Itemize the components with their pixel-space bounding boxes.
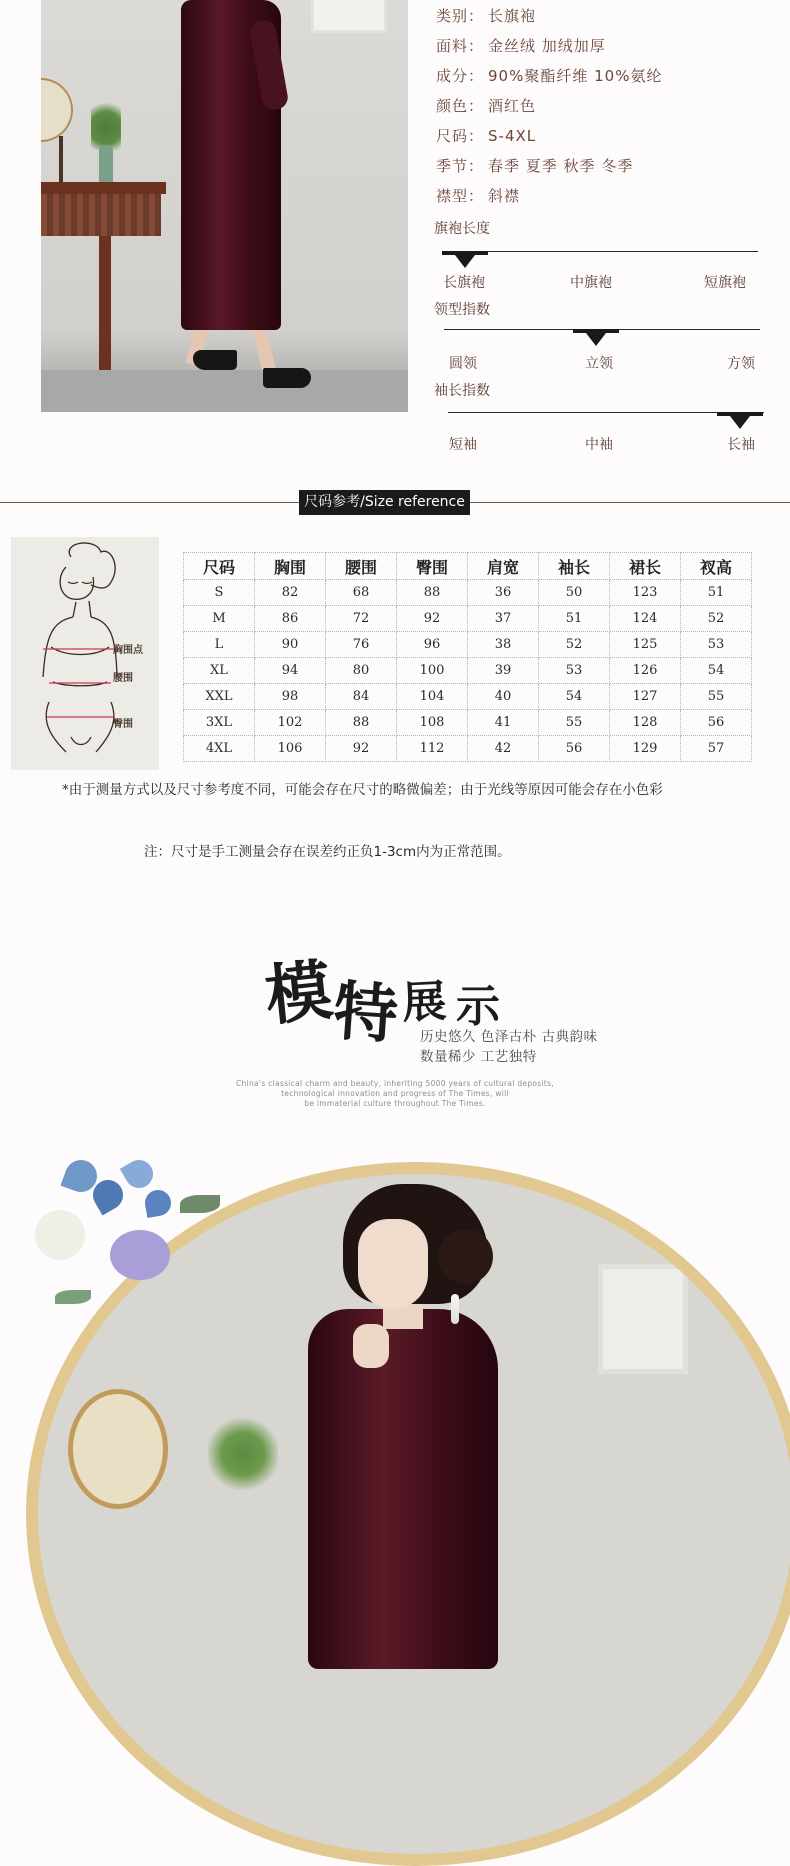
table-cell: 88 xyxy=(397,580,468,606)
title-char-3: 展 xyxy=(400,975,448,1030)
table-cell: 50 xyxy=(539,580,610,606)
table-row xyxy=(184,684,752,710)
spec-season xyxy=(436,155,633,179)
table-cell: 56 xyxy=(539,736,610,762)
spec-label: 襟型： xyxy=(436,187,485,205)
vase xyxy=(99,145,113,187)
table-cell: 125 xyxy=(610,632,681,658)
spec-label: 颜色： xyxy=(436,97,485,115)
table-cell: 52 xyxy=(539,632,610,658)
fan-ornament xyxy=(41,78,73,142)
table-leg xyxy=(99,236,111,388)
flower-petal xyxy=(143,1188,173,1218)
measurement-note: 注：尺寸是手工测量会存在误差约正负1-3cm内为正常范围。 xyxy=(144,844,511,860)
option-square-collar: 方领 xyxy=(727,356,755,372)
table-header-cell: 袖长 xyxy=(539,553,610,580)
table-cell: 104 xyxy=(397,684,468,710)
table-cell: 127 xyxy=(610,684,681,710)
spec-value: 金丝绒 加绒加厚 xyxy=(488,37,606,55)
spec-value: 酒红色 xyxy=(488,97,537,115)
spec-value: 90%聚酯纤维 10%氨纶 xyxy=(488,67,663,85)
table-top xyxy=(41,182,166,194)
floor xyxy=(41,370,408,412)
model-face xyxy=(358,1219,428,1309)
table-cell: 52 xyxy=(681,606,752,632)
label-hip: 臀围 xyxy=(113,719,133,730)
tagline-line-1: 历史悠久 色泽古朴 古典韵味 xyxy=(420,1029,598,1045)
table-header-cell: 尺码 xyxy=(184,553,255,580)
table-cell: 72 xyxy=(326,606,397,632)
wall-frame xyxy=(598,1264,688,1374)
flower-cluster xyxy=(35,1210,85,1260)
table-header-cell: 肩宽 xyxy=(468,553,539,580)
table-cell: 108 xyxy=(397,710,468,736)
table-cell: 124 xyxy=(610,606,681,632)
spec-label: 类别： xyxy=(436,7,485,25)
table-cell: 54 xyxy=(539,684,610,710)
table-cell: 123 xyxy=(610,580,681,606)
table-cell: 51 xyxy=(681,580,752,606)
table-row xyxy=(184,710,752,736)
spec-label: 季节： xyxy=(436,157,485,175)
table-cell: M xyxy=(184,606,255,632)
table-cell: 54 xyxy=(681,658,752,684)
table-cell: 3XL xyxy=(184,710,255,736)
table-cell: XXL xyxy=(184,684,255,710)
table-cell: 84 xyxy=(326,684,397,710)
size-table xyxy=(183,552,752,762)
title-char-2: 特 xyxy=(331,973,401,1054)
table-cell: 37 xyxy=(468,606,539,632)
spec-label: 尺码： xyxy=(436,127,485,145)
table-header-cell: 腰围 xyxy=(326,553,397,580)
table-header-cell: 衩高 xyxy=(681,553,752,580)
table-cell: 36 xyxy=(468,580,539,606)
spec-label: 面料： xyxy=(436,37,485,55)
table-cell: 57 xyxy=(681,736,752,762)
table-cell: 41 xyxy=(468,710,539,736)
table-cell: 55 xyxy=(681,684,752,710)
table-cell: 82 xyxy=(255,580,326,606)
table-cell: 129 xyxy=(610,736,681,762)
table-cell: 53 xyxy=(539,658,610,684)
english-line-2: technological innovation and progress of The Times, will xyxy=(281,1089,509,1098)
spec-composition xyxy=(436,65,662,89)
table-cell: 4XL xyxy=(184,736,255,762)
table-cell: 92 xyxy=(326,736,397,762)
table-cell: 42 xyxy=(468,736,539,762)
spec-value: S-4XL xyxy=(488,127,537,145)
table-cell: 38 xyxy=(468,632,539,658)
table-header-cell: 臀围 xyxy=(397,553,468,580)
table-cell: 68 xyxy=(326,580,397,606)
plant xyxy=(208,1414,278,1494)
spec-color xyxy=(436,95,536,119)
label-waist: 腰围 xyxy=(113,673,133,684)
wall-frame xyxy=(311,0,387,33)
table-cell: 112 xyxy=(397,736,468,762)
table-cell: 80 xyxy=(326,658,397,684)
table-cell: 76 xyxy=(326,632,397,658)
table-cell: 90 xyxy=(255,632,326,658)
table-header-cell: 裙长 xyxy=(610,553,681,580)
table-cell: 128 xyxy=(610,710,681,736)
index-title-sleeve: 袖长指数 xyxy=(434,383,490,399)
title-char-1: 模 xyxy=(261,950,336,1036)
size-reference-title: 尺码参考/Size reference xyxy=(299,490,470,515)
model-shoe xyxy=(263,368,311,388)
table-cell: L xyxy=(184,632,255,658)
table-row xyxy=(184,736,752,762)
table-cell: 88 xyxy=(326,710,397,736)
option-stand-collar: 立领 xyxy=(585,356,613,372)
table-cell: 98 xyxy=(255,684,326,710)
table-cell: 56 xyxy=(681,710,752,736)
table-cell: 100 xyxy=(397,658,468,684)
fan-stand xyxy=(59,136,63,188)
spec-size xyxy=(436,125,536,149)
spec-category xyxy=(436,5,536,29)
english-line-3: be immaterial culture throughout The Times. xyxy=(304,1099,486,1108)
english-line-1: China's classical charm and beauty, inheriting 5000 years of cultural deposits, xyxy=(236,1079,554,1088)
index-title-length: 旗袍长度 xyxy=(434,221,490,237)
model-hair-bun xyxy=(438,1229,493,1284)
table-cell: 94 xyxy=(255,658,326,684)
spec-value: 春季 夏季 秋季 冬季 xyxy=(488,157,634,175)
spec-value: 长旗袍 xyxy=(488,7,537,25)
leaf xyxy=(180,1195,220,1213)
table-header-row xyxy=(184,553,752,580)
table-row xyxy=(184,658,752,684)
product-photo-top xyxy=(41,0,408,412)
table-cell: 40 xyxy=(468,684,539,710)
model-dress xyxy=(308,1309,498,1669)
table-cell: 126 xyxy=(610,658,681,684)
table-row xyxy=(184,632,752,658)
table-cell: 55 xyxy=(539,710,610,736)
option-long-sleeve: 长袖 xyxy=(727,437,755,453)
table-header-cell: 胸围 xyxy=(255,553,326,580)
pearl-earring xyxy=(451,1294,459,1324)
table-row xyxy=(184,580,752,606)
flower-decoration xyxy=(15,1150,230,1350)
disclaimer-text: *由于测量方式以及尺寸参考度不同，可能会存在尺寸的略微偏差；由于光线等原因可能会存在小色彩 xyxy=(62,782,663,798)
scale-line xyxy=(443,251,758,252)
option-long-qipao: 长旗袍 xyxy=(443,275,485,291)
table-cell: 102 xyxy=(255,710,326,736)
body-measure-sketch xyxy=(11,537,159,770)
option-round-collar: 圆领 xyxy=(449,356,477,372)
option-mid-sleeve: 中袖 xyxy=(585,437,613,453)
model-shoe xyxy=(193,350,237,370)
title-char-4: 示 xyxy=(456,981,500,1032)
option-short-qipao: 短旗袍 xyxy=(704,275,746,291)
table-cell: 51 xyxy=(539,606,610,632)
option-mid-qipao: 中旗袍 xyxy=(570,275,612,291)
table-cell: S xyxy=(184,580,255,606)
table-cell: 86 xyxy=(255,606,326,632)
leaf xyxy=(55,1290,91,1304)
spec-label: 成分： xyxy=(436,67,485,85)
label-chest: 胸围点 xyxy=(113,645,143,656)
flower-cluster xyxy=(110,1230,170,1280)
table-cell: 92 xyxy=(397,606,468,632)
table-cell: 106 xyxy=(255,736,326,762)
table-cell: XL xyxy=(184,658,255,684)
flower-petal xyxy=(120,1155,158,1193)
tagline-line-2: 数量稀少 工艺独特 xyxy=(420,1049,537,1065)
index-title-collar: 领型指数 xyxy=(434,302,490,318)
plant xyxy=(91,95,121,150)
fan-ornament xyxy=(68,1389,168,1509)
table-row xyxy=(184,606,752,632)
spec-value: 斜襟 xyxy=(488,187,521,205)
table-cell: 39 xyxy=(468,658,539,684)
table-cell: 96 xyxy=(397,632,468,658)
spec-placket xyxy=(436,185,520,209)
table-apron xyxy=(41,194,161,236)
option-short-sleeve: 短袖 xyxy=(449,437,477,453)
spec-fabric xyxy=(436,35,606,59)
table-cell: 53 xyxy=(681,632,752,658)
model-hand xyxy=(353,1324,389,1368)
